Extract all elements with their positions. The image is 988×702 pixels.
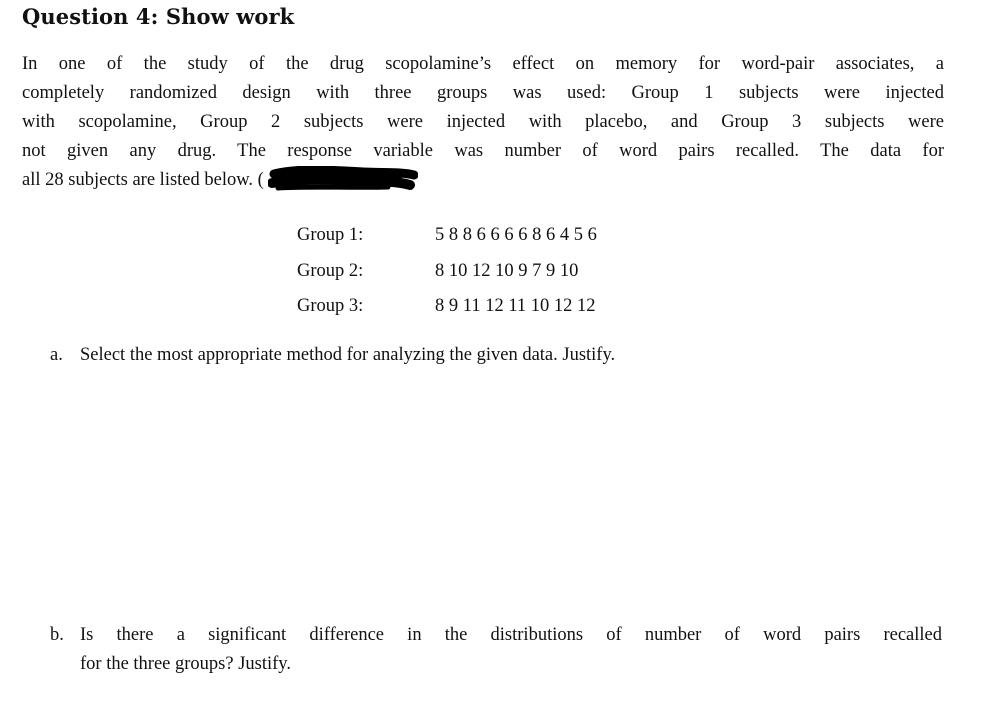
group-row-1 <box>297 218 597 254</box>
intro-line-5-text: all 28 subjects are listed below. ( <box>22 170 264 190</box>
group-label-2: Group 2: <box>297 260 364 281</box>
question-a <box>50 341 615 370</box>
question-b-line-1: Is there a significant difference in the distributions of number of word pairs recalled <box>80 625 942 645</box>
redaction-scribble <box>268 166 418 192</box>
question-b-text <box>80 621 942 679</box>
question-a-text: Select the most appropriate method for analyzing the given data. Justify. <box>80 345 616 365</box>
intro-line-1: In one of the study of the drug scopolamine’s effect on memory for word-pair associates, a <box>22 54 944 74</box>
group-values-1: 5 8 8 6 6 6 6 8 6 4 5 6 <box>435 225 597 246</box>
intro-line-5 <box>22 166 944 195</box>
group-values-2: 8 10 12 10 9 7 9 10 <box>435 260 579 281</box>
group-label-1: Group 1: <box>297 225 364 246</box>
intro-line-4: not given any drug. The response variable was number of word pairs recalled. The data for <box>22 141 944 161</box>
question-b-row <box>50 621 942 679</box>
question-b-marker: b. <box>50 625 64 645</box>
intro-line-2: completely randomized design with three groups was used: Group 1 subjects were injected <box>22 83 944 103</box>
question-b <box>50 621 942 679</box>
group-row-2 <box>297 254 597 290</box>
group-data-table <box>297 218 597 325</box>
group-row-3 <box>297 289 597 325</box>
group-values-3: 8 9 11 12 11 10 12 12 <box>435 296 596 317</box>
group-label-3: Group 3: <box>297 296 364 317</box>
question-heading: Question 4: Show work <box>22 4 295 29</box>
question-a-marker: a. <box>50 345 63 365</box>
intro-line-3: with scopolamine, Group 2 subjects were injected with placebo, and Group 3 subjects were <box>22 112 944 132</box>
intro-paragraph <box>22 50 944 195</box>
question-b-line-2: for the three groups? Justify. <box>80 654 291 674</box>
